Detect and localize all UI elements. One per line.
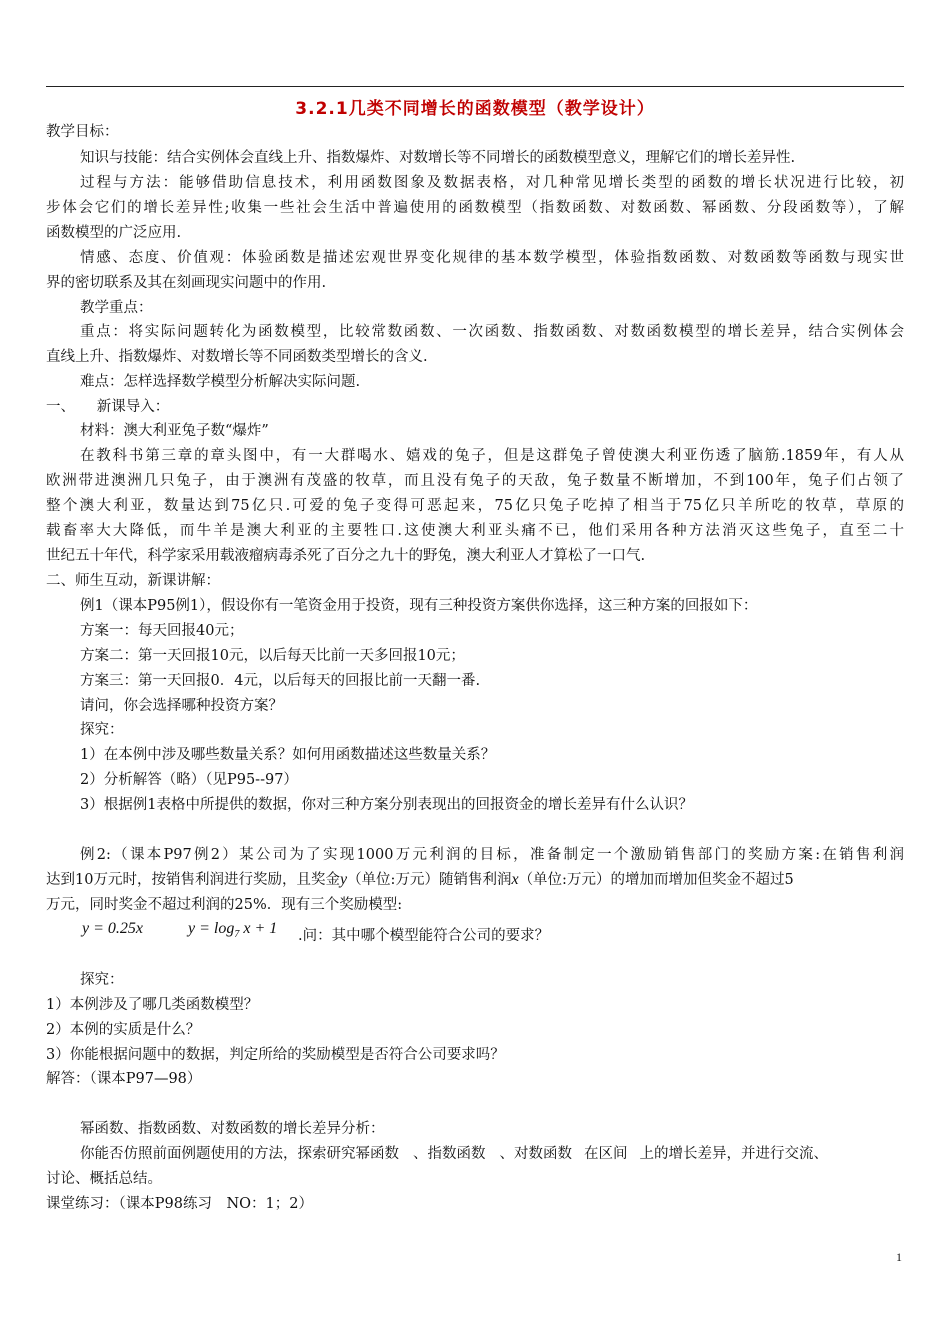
text-line: .问：其中哪个模型能符合公司的要求？ (298, 928, 550, 944)
formula-log-tail: x + 1 (239, 920, 278, 937)
text-line: 材料：澳大利亚兔子数“爆炸” (80, 423, 269, 439)
text-line: 探究： (80, 722, 124, 738)
text-line: 2）本例的实质是什么？ (46, 1022, 201, 1038)
text-line: 载畜率大大降低，而牛羊是澳大利亚的主要牲口.这使澳大利亚头痛不已，他们采用各种方法消灭这些兔子，直至二十 (46, 523, 904, 539)
text-line: 方案一：每天回报40元； (80, 623, 244, 639)
text-line: 直线上升、指数爆炸、对数增长等不同函数类型增长的含义. (46, 349, 428, 365)
text-line: 3）根据例1表格中所提供的数据，你对三种方案分别表现出的回报资金的增长差异有什么认识？ (80, 797, 693, 813)
page-number: 1 (896, 1250, 902, 1264)
text-segment: 上的增长差异，并进行交流、 (639, 1146, 828, 1162)
text-line: 2）分析解答（略）（见P95--97） (80, 772, 298, 788)
text-line: 1）在本例中涉及哪些数量关系？如何用函数描述这些数量关系？ (80, 747, 496, 763)
text-line: 重点：将实际问题转化为函数模型，比较常数函数、一次函数、指数函数、对数函数模型的增长差异，结合实例体会 (80, 324, 904, 340)
text-line: 幂函数、指数函数、对数函数的增长差异分析： (80, 1121, 385, 1137)
text-segment: （单位:万元）随销售利润 (347, 872, 512, 888)
header-rule (46, 86, 904, 87)
text-line: 万元，同时奖金不超过利润的25%．现有三个奖励模型: (46, 897, 403, 913)
text-line: 例2:（课本P97例2）某公司为了实现1000万元利润的目标，准备制定一个激励销售部门的奖励方案:在销售利润 (80, 847, 904, 863)
text-line: 在教科书第三章的章头图中，有一大群喝水、嬉戏的兔子，但是这群兔子曾使澳大利亚伤透了脑筋.1859年，有人从 (80, 448, 904, 464)
text-line: 解答：（课本P97—98） (46, 1071, 202, 1087)
text-line-with-math (46, 870, 794, 890)
text-line: 函数模型的广泛应用. (46, 225, 182, 241)
text-line: 过程与方法：能够借助信息技术，利用函数图象及数据表格，对几种常见增长类型的函数的增长状况进行比较，初 (80, 175, 904, 191)
text-line: 讨论、概括总结。 (46, 1171, 162, 1187)
text-segment: （单位:万元）的增加而增加但奖金不超过5 (518, 872, 794, 888)
math-x: x (511, 871, 519, 888)
text-line: 界的密切联系及其在刻画现实问题中的作用. (46, 275, 327, 291)
text-line: 步体会它们的增长差异性;收集一些社会生活中普遍使用的函数模型（指数函数、对数函数、幂函数、分段函数等），了解 (46, 200, 904, 216)
text-line: 课堂练习：（课本P98练习 NO：1；2） (46, 1196, 313, 1212)
text-line: 方案二：第一天回报10元，以后每天比前一天多回报10元； (80, 648, 465, 664)
text-line: 教学目标： (46, 124, 119, 140)
text-segment: 、指数函数 (413, 1146, 486, 1162)
text-segment: 你能否仿照前面例题使用的方法，探索研究幂函数 (80, 1146, 399, 1162)
section-heading: 二、师生互动，新课讲解： (46, 573, 220, 589)
text-line: 3）你能根据问题中的数据，判定所给的奖励模型是否符合公司要求吗？ (46, 1047, 505, 1063)
text-line-with-math (80, 1144, 828, 1164)
text-line: 整个澳大利亚，数量达到75亿只.可爱的兔子变得可恶起来，75亿只兔子吃掉了相当于75亿只羊所吃的牧草，草原的 (46, 498, 904, 514)
text-line: 世纪五十年代，科学家采用载液瘤病毒杀死了百分之九十的野兔，澳大利亚人才算松了一口气. (46, 548, 646, 564)
formula-linear: y = 0.25x (82, 920, 143, 937)
section-heading: 教学重点： (80, 300, 153, 316)
text-line: 1）本例涉及了哪几类函数模型？ (46, 997, 259, 1013)
text-line: 情感、态度、价值观：体验函数是描述宏观世界变化规律的基本数学模型，体验指数函数、对数函数等函数与现实世 (80, 250, 904, 266)
text-line: 难点：怎样选择数学模型分析解决实际问题. (80, 374, 361, 390)
document-title: 3.2.1几类不同增长的函数模型（教学设计） (295, 99, 655, 119)
formula-log-base: 7 (234, 929, 240, 941)
section-heading: 一、 新课导入： (46, 399, 170, 415)
text-segment: 达到10万元时，按销售利润进行奖励，且奖金 (46, 872, 340, 888)
text-line: 探究： (80, 972, 124, 988)
text-line: 请问，你会选择哪种投资方案？ (80, 698, 283, 714)
math-y: y (339, 871, 348, 888)
formula-log-text: y = log (188, 920, 235, 937)
text-segment: 在区间 (584, 1146, 628, 1162)
text-line: 欧洲带进澳洲几只兔子，由于澳洲有茂盛的牧草，而且没有兔子的天敌，兔子数量不断增加，不到100年，兔子们占领了 (46, 473, 904, 489)
text-line: 方案三：第一天回报0．4元，以后每天的回报比前一天翻一番. (80, 673, 481, 689)
text-line: 例1（课本P95例1），假设你有一笔资金用于投资，现有三种投资方案供你选择，这三种方案的回报如下： (80, 598, 758, 614)
text-line: 知识与技能：结合实例体会直线上升、指数爆炸、对数增长等不同增长的函数模型意义，理解它们的增长差异性. (80, 150, 796, 166)
text-segment: 、对数函数 (499, 1146, 572, 1162)
formula-log (188, 920, 277, 940)
